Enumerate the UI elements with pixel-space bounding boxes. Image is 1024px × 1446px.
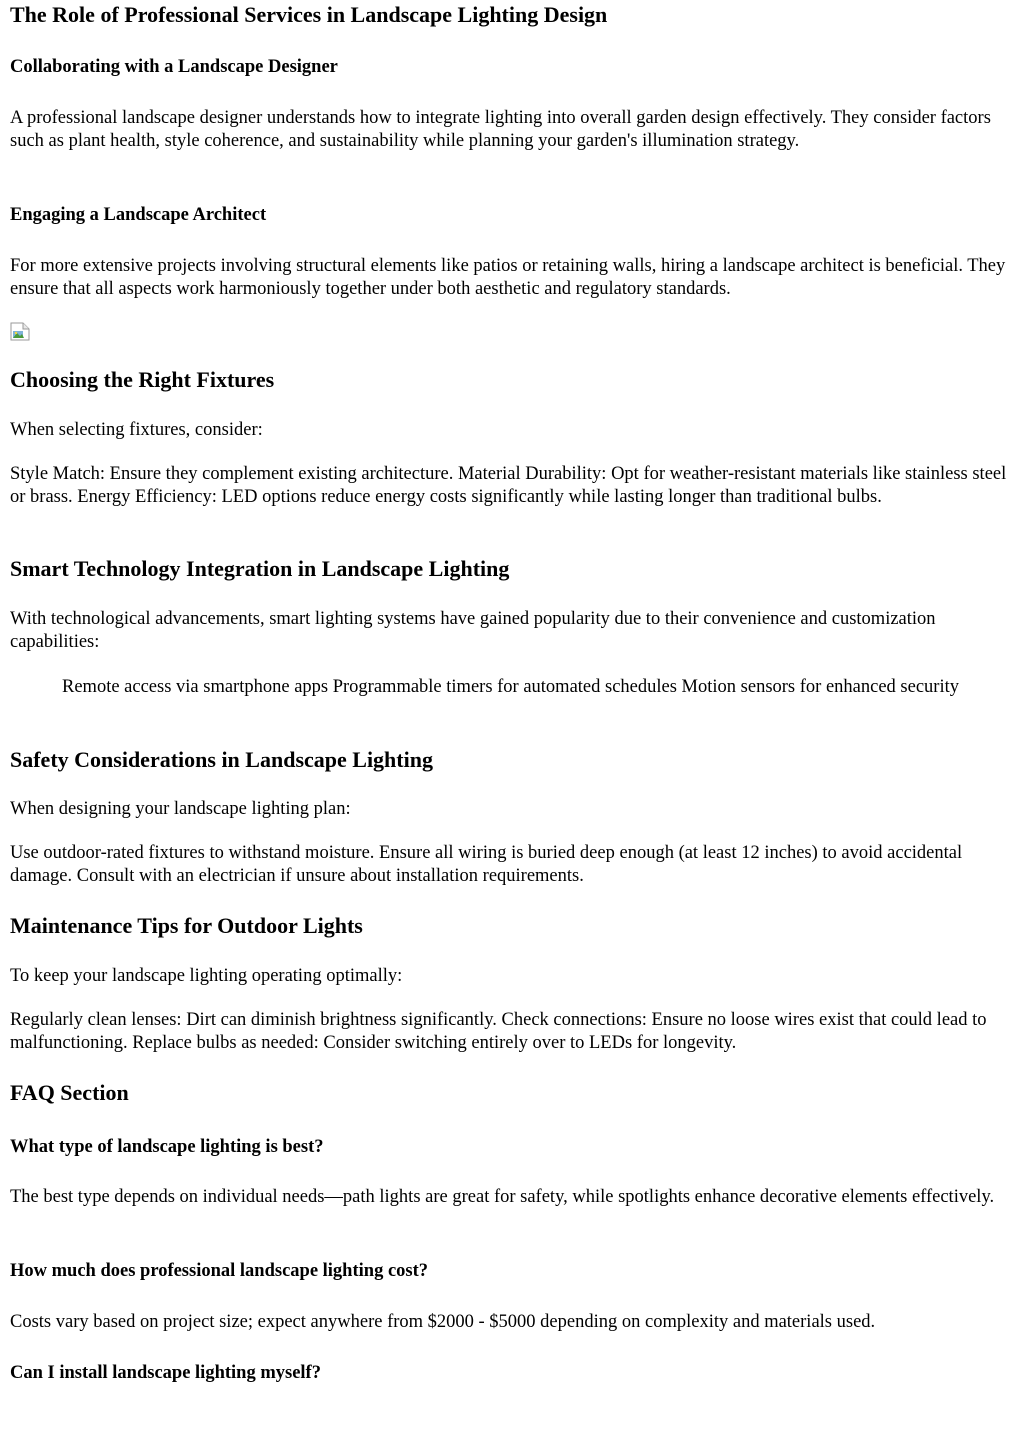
- list-smart-features: Remote access via smartphone apps Programmable timers for automated schedules Motion sensors for enhanced security: [62, 677, 959, 697]
- faq-answer: Costs vary based on project size; expect anywhere from $2000 - $5000 depending on complexity and materials used.: [10, 1312, 876, 1332]
- section-heading-faq: FAQ Section: [10, 1080, 129, 1105]
- section-heading-safety: Safety Considerations in Landscape Lighting: [10, 747, 433, 772]
- faq-question: How much does professional landscape lighting cost?: [10, 1261, 429, 1281]
- paragraph-designer: A professional landscape designer understands how to integrate lighting into overall garden design effectively. They consider factors such as plant health, style coherence, and sustainability while planning your garden's illumination strategy.: [10, 108, 991, 151]
- paragraph-safety-intro: When designing your landscape lighting plan:: [10, 799, 351, 819]
- section-heading-architect: Engaging a Landscape Architect: [10, 205, 267, 225]
- paragraph-maintenance-intro: To keep your landscape lighting operating optimally:: [10, 966, 403, 986]
- faq-answer: The best type depends on individual needs—path lights are great for safety, while spotlights enhance decorative elements effectively.: [10, 1187, 995, 1207]
- paragraph-safety-list: Use outdoor-rated fixtures to withstand moisture. Ensure all wiring is buried deep enough (at least 12 inches) to avoid accidental damage. Consult with an electrician if unsure about installation requirements.: [10, 843, 963, 886]
- paragraph-fixtures-intro: When selecting fixtures, consider:: [10, 420, 263, 440]
- section-heading-smart: Smart Technology Integration in Landscape Lighting: [10, 556, 510, 581]
- paragraph-architect: For more extensive projects involving structural elements like patios or retaining walls, hiring a landscape architect is beneficial. They ensure that all aspects work harmoniously together under both aesthetic and regulatory standards.: [10, 256, 1006, 299]
- faq-question: What type of landscape lighting is best?: [10, 1137, 324, 1157]
- paragraph-smart-intro: With technological advancements, smart lighting systems have gained popularity due to their convenience and customization capabilities:: [10, 609, 936, 652]
- faq-question: Can I install landscape lighting myself?: [10, 1363, 321, 1383]
- paragraph-fixtures-list: Style Match: Ensure they complement existing architecture. Material Durability: Opt for weather-resistant materials like stainless steel or brass. Energy Efficiency: LED options reduce energy costs significantly while lasting longer than traditional bulbs.: [10, 464, 1007, 507]
- section-heading-fixtures: Choosing the Right Fixtures: [10, 367, 275, 392]
- section-heading-maintenance: Maintenance Tips for Outdoor Lights: [10, 913, 363, 938]
- section-heading-designer: Collaborating with a Landscape Designer: [10, 57, 338, 77]
- paragraph-maintenance-list: Regularly clean lenses: Dirt can diminish brightness significantly. Check connections: Ensure no loose wires exist that could lead to malfunctioning. Replace bulbs as needed: Consider switching entirely over to LEDs for longevity.: [10, 1010, 987, 1053]
- article-title: The Role of Professional Services in Landscape Lighting Design: [10, 2, 608, 27]
- broken-image-icon: [10, 322, 30, 341]
